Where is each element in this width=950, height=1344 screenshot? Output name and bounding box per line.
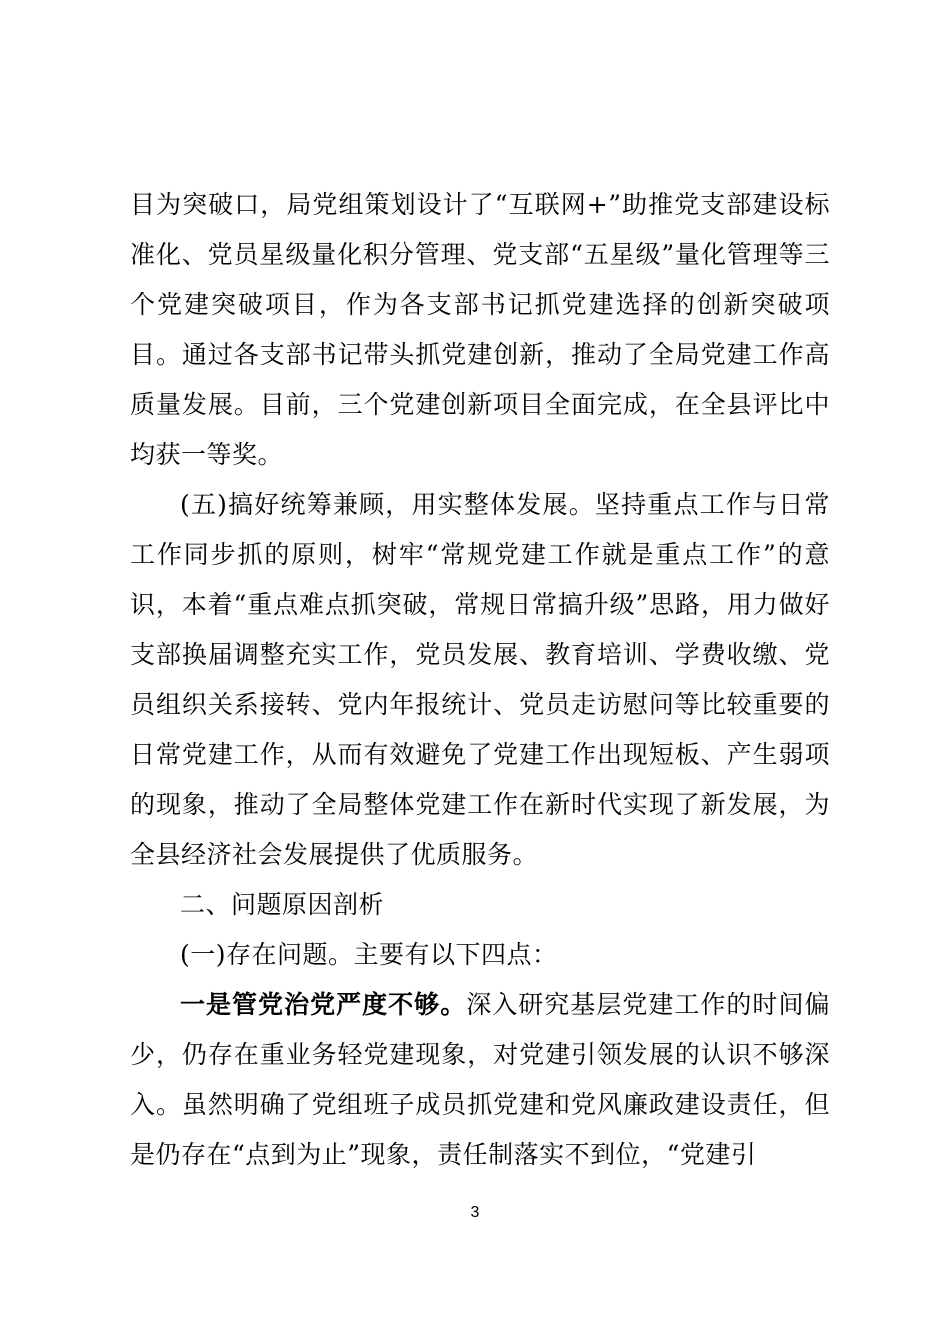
- page-number: 3: [470, 1204, 480, 1221]
- paragraph-first-problem: [130, 980, 830, 1180]
- section-heading-problem-analysis: 二、问题原因剖析: [180, 890, 385, 919]
- first-problem-text: 深入研究基层党建工作的时间偏少，仍存在重业务轻党建现象，对党建引领发展的认识不够深入。虽然明确了党组班子成员抓党建和党风廉政建设责任，但是仍存在“点到为止”现象，责任制落实不到位，“党建引: [130, 990, 830, 1169]
- paragraph-section-five: (五)搞好统筹兼顾，用实整体发展。坚持重点工作与日常工作同步抓的原则，树牢“常规党建工作就是重点工作”的意识，本着“重点难点抓突破，常规日常搞升级”思路，用力做好支部换届调整充实工作，党员发展、教育培训、学费收缴、党员组织关系接转、党内年报统计、党员走访慰问等比较重要的日常党建工作，从而有效避免了党建工作出现短板、产生弱项的现象，推动了全局整体党建工作在新时代实现了新发展，为全县经济社会发展提供了优质服务。: [130, 490, 830, 869]
- first-problem-lead: 一是管党治党严度不够。: [180, 990, 467, 1019]
- subsection-existing-problems: (一)存在问题。主要有以下四点：: [180, 940, 558, 969]
- body-text: [130, 180, 830, 1180]
- paragraph-continuation: 目为突破口，局党组策划设计了“互联网+”助推党支部建设标准化、党员星级量化积分管理、党支部“五星级”量化管理等三个党建突破项目，作为各支部书记抓党建选择的创新突破项目。通过各支部书记带头抓党建创新，推动了全局党建工作高质量发展。目前，三个党建创新项目全面完成，在全县评比中均获一等奖。: [130, 190, 830, 469]
